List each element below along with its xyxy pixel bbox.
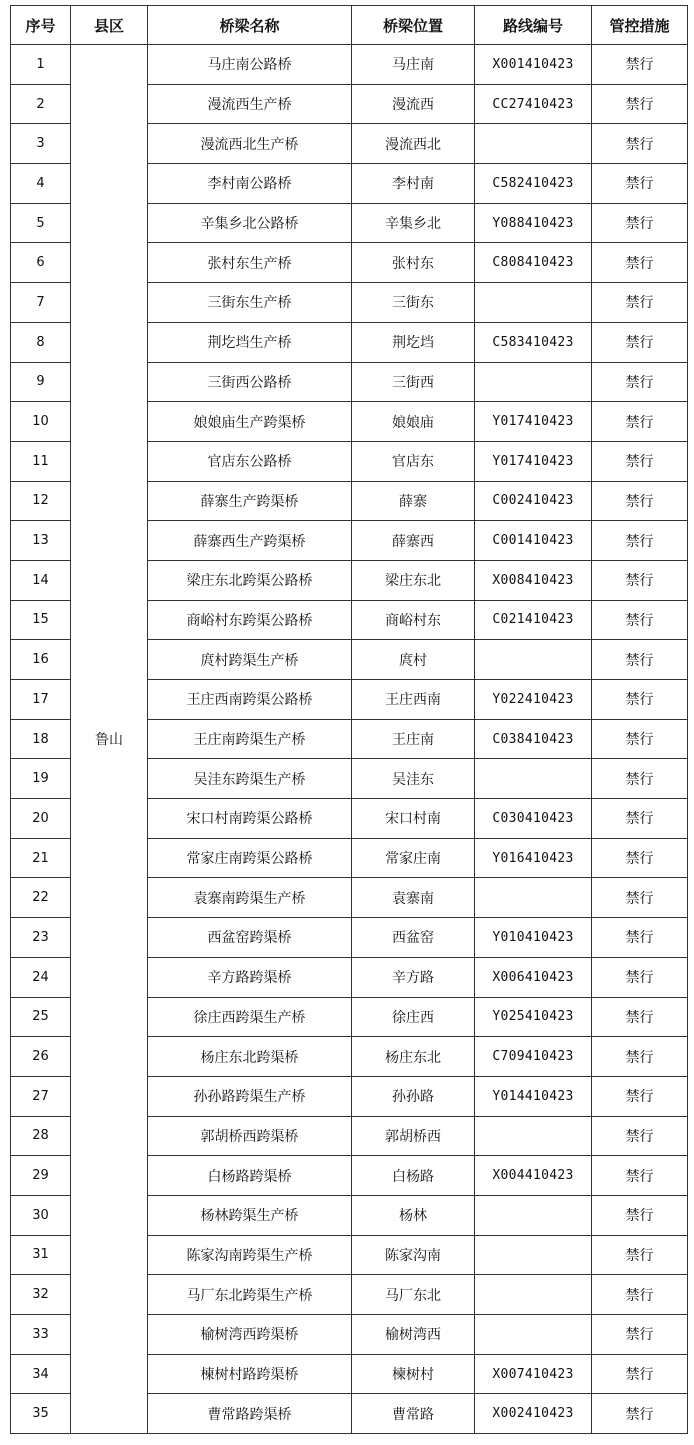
cell-bridge-name: 梁庄东北跨渠公路桥 <box>148 560 352 600</box>
cell-control-measure: 禁行 <box>592 957 688 997</box>
cell-bridge-location: 陈家沟南 <box>352 1235 475 1275</box>
cell-route-code: Y017410423 <box>475 441 592 481</box>
cell-route-code: X006410423 <box>475 957 592 997</box>
cell-bridge-location: 王庄西南 <box>352 680 475 720</box>
cell-route-code: Y016410423 <box>475 838 592 878</box>
cell-seq: 17 <box>11 680 71 720</box>
cell-seq: 33 <box>11 1315 71 1355</box>
cell-seq: 29 <box>11 1156 71 1196</box>
cell-bridge-name: 薛寨生产跨渠桥 <box>148 481 352 521</box>
cell-bridge-location: 楝树村 <box>352 1354 475 1394</box>
cell-control-measure: 禁行 <box>592 799 688 839</box>
cell-bridge-name: 三街东生产桥 <box>148 283 352 323</box>
cell-route-code: Y017410423 <box>475 402 592 442</box>
header-bridge-location: 桥梁位置 <box>352 6 475 45</box>
header-county: 县区 <box>71 6 148 45</box>
cell-control-measure: 禁行 <box>592 481 688 521</box>
cell-bridge-location: 吴洼东 <box>352 759 475 799</box>
cell-control-measure: 禁行 <box>592 1354 688 1394</box>
cell-route-code <box>475 1235 592 1275</box>
cell-seq: 13 <box>11 521 71 561</box>
cell-bridge-location: 荆圪垱 <box>352 322 475 362</box>
cell-seq: 30 <box>11 1195 71 1235</box>
cell-route-code: C583410423 <box>475 322 592 362</box>
cell-seq: 8 <box>11 322 71 362</box>
cell-seq: 4 <box>11 164 71 204</box>
cell-bridge-location: 宋口村南 <box>352 799 475 839</box>
cell-bridge-name: 郭胡桥西跨渠桥 <box>148 1116 352 1156</box>
cell-route-code <box>475 1315 592 1355</box>
bridge-control-table-container <box>10 5 688 1434</box>
cell-seq: 10 <box>11 402 71 442</box>
cell-bridge-name: 白杨路跨渠桥 <box>148 1156 352 1196</box>
cell-control-measure: 禁行 <box>592 878 688 918</box>
cell-route-code: Y088410423 <box>475 203 592 243</box>
cell-bridge-location: 王庄南 <box>352 719 475 759</box>
cell-control-measure: 禁行 <box>592 1076 688 1116</box>
cell-control-measure: 禁行 <box>592 124 688 164</box>
cell-route-code <box>475 283 592 323</box>
cell-control-measure: 禁行 <box>592 1315 688 1355</box>
cell-route-code: Y022410423 <box>475 680 592 720</box>
cell-bridge-name: 曹常路跨渠桥 <box>148 1394 352 1434</box>
cell-route-code: C001410423 <box>475 521 592 561</box>
cell-route-code: C709410423 <box>475 1037 592 1077</box>
cell-seq: 35 <box>11 1394 71 1434</box>
cell-control-measure: 禁行 <box>592 997 688 1037</box>
cell-bridge-name: 马庄南公路桥 <box>148 45 352 85</box>
cell-route-code: X002410423 <box>475 1394 592 1434</box>
cell-bridge-name: 官店东公路桥 <box>148 441 352 481</box>
cell-bridge-name: 庹村跨渠生产桥 <box>148 640 352 680</box>
cell-bridge-location: 辛集乡北 <box>352 203 475 243</box>
cell-seq: 22 <box>11 878 71 918</box>
cell-control-measure: 禁行 <box>592 164 688 204</box>
cell-bridge-location: 薛寨西 <box>352 521 475 561</box>
cell-control-measure: 禁行 <box>592 838 688 878</box>
cell-route-code: C002410423 <box>475 481 592 521</box>
cell-bridge-location: 袁寨南 <box>352 878 475 918</box>
cell-route-code <box>475 1116 592 1156</box>
cell-bridge-name: 薛寨西生产跨渠桥 <box>148 521 352 561</box>
cell-bridge-name: 孙孙路跨渠生产桥 <box>148 1076 352 1116</box>
cell-seq: 24 <box>11 957 71 997</box>
cell-seq: 18 <box>11 719 71 759</box>
cell-bridge-location: 薛寨 <box>352 481 475 521</box>
cell-control-measure: 禁行 <box>592 1235 688 1275</box>
cell-route-code: Y025410423 <box>475 997 592 1037</box>
cell-bridge-name: 吴洼东跨渠生产桥 <box>148 759 352 799</box>
cell-route-code: X004410423 <box>475 1156 592 1196</box>
cell-control-measure: 禁行 <box>592 84 688 124</box>
cell-bridge-name: 娘娘庙生产跨渠桥 <box>148 402 352 442</box>
cell-seq: 26 <box>11 1037 71 1077</box>
cell-bridge-name: 陈家沟南跨渠生产桥 <box>148 1235 352 1275</box>
cell-seq: 12 <box>11 481 71 521</box>
cell-seq: 11 <box>11 441 71 481</box>
cell-bridge-name: 李村南公路桥 <box>148 164 352 204</box>
cell-control-measure: 禁行 <box>592 719 688 759</box>
cell-bridge-name: 王庄西南跨渠公路桥 <box>148 680 352 720</box>
cell-seq: 21 <box>11 838 71 878</box>
cell-route-code: C030410423 <box>475 799 592 839</box>
cell-seq: 28 <box>11 1116 71 1156</box>
cell-route-code <box>475 362 592 402</box>
cell-seq: 34 <box>11 1354 71 1394</box>
cell-bridge-location: 辛方路 <box>352 957 475 997</box>
cell-bridge-name: 杨庄东北跨渠桥 <box>148 1037 352 1077</box>
header-row <box>11 6 688 45</box>
cell-bridge-name: 辛方路跨渠桥 <box>148 957 352 997</box>
cell-control-measure: 禁行 <box>592 322 688 362</box>
cell-seq: 19 <box>11 759 71 799</box>
cell-bridge-name: 马厂东北跨渠生产桥 <box>148 1275 352 1315</box>
cell-bridge-location: 三街西 <box>352 362 475 402</box>
cell-bridge-name: 西盆窑跨渠桥 <box>148 918 352 958</box>
cell-bridge-name: 辛集乡北公路桥 <box>148 203 352 243</box>
table-row <box>11 45 688 85</box>
cell-control-measure: 禁行 <box>592 1195 688 1235</box>
cell-route-code: C038410423 <box>475 719 592 759</box>
cell-seq: 27 <box>11 1076 71 1116</box>
cell-control-measure: 禁行 <box>592 402 688 442</box>
cell-route-code: Y014410423 <box>475 1076 592 1116</box>
cell-seq: 5 <box>11 203 71 243</box>
cell-seq: 14 <box>11 560 71 600</box>
cell-bridge-location: 三街东 <box>352 283 475 323</box>
cell-control-measure: 禁行 <box>592 759 688 799</box>
cell-route-code: C582410423 <box>475 164 592 204</box>
table-header <box>11 6 688 45</box>
cell-bridge-name: 杨林跨渠生产桥 <box>148 1195 352 1235</box>
cell-control-measure: 禁行 <box>592 203 688 243</box>
cell-bridge-name: 三街西公路桥 <box>148 362 352 402</box>
cell-route-code <box>475 878 592 918</box>
cell-control-measure: 禁行 <box>592 362 688 402</box>
cell-seq: 15 <box>11 600 71 640</box>
cell-bridge-name: 徐庄西跨渠生产桥 <box>148 997 352 1037</box>
header-route-code: 路线编号 <box>475 6 592 45</box>
cell-bridge-location: 庹村 <box>352 640 475 680</box>
cell-bridge-location: 榆树湾西 <box>352 1315 475 1355</box>
cell-route-code <box>475 1275 592 1315</box>
cell-control-measure: 禁行 <box>592 640 688 680</box>
cell-bridge-location: 西盆窑 <box>352 918 475 958</box>
cell-seq: 31 <box>11 1235 71 1275</box>
cell-bridge-name: 常家庄南跨渠公路桥 <box>148 838 352 878</box>
cell-bridge-name: 袁寨南跨渠生产桥 <box>148 878 352 918</box>
cell-bridge-location: 梁庄东北 <box>352 560 475 600</box>
table-body <box>11 45 688 1434</box>
cell-control-measure: 禁行 <box>592 1156 688 1196</box>
cell-control-measure: 禁行 <box>592 45 688 85</box>
header-bridge-name: 桥梁名称 <box>148 6 352 45</box>
bridge-control-table <box>10 5 688 1434</box>
header-control-measure: 管控措施 <box>592 6 688 45</box>
cell-bridge-name: 宋口村南跨渠公路桥 <box>148 799 352 839</box>
cell-seq: 25 <box>11 997 71 1037</box>
cell-seq: 32 <box>11 1275 71 1315</box>
cell-control-measure: 禁行 <box>592 1037 688 1077</box>
cell-bridge-location: 常家庄南 <box>352 838 475 878</box>
cell-route-code: X001410423 <box>475 45 592 85</box>
cell-bridge-location: 李村南 <box>352 164 475 204</box>
cell-seq: 23 <box>11 918 71 958</box>
cell-bridge-location: 曹常路 <box>352 1394 475 1434</box>
cell-route-code: X008410423 <box>475 560 592 600</box>
cell-bridge-location: 孙孙路 <box>352 1076 475 1116</box>
cell-route-code: C808410423 <box>475 243 592 283</box>
cell-bridge-location: 马厂东北 <box>352 1275 475 1315</box>
header-seq: 序号 <box>11 6 71 45</box>
cell-route-code: X007410423 <box>475 1354 592 1394</box>
cell-control-measure: 禁行 <box>592 600 688 640</box>
cell-bridge-name: 漫流西生产桥 <box>148 84 352 124</box>
cell-route-code <box>475 1195 592 1235</box>
cell-route-code: Y010410423 <box>475 918 592 958</box>
cell-seq: 1 <box>11 45 71 85</box>
cell-bridge-name: 张村东生产桥 <box>148 243 352 283</box>
cell-bridge-location: 娘娘庙 <box>352 402 475 442</box>
cell-control-measure: 禁行 <box>592 1394 688 1434</box>
cell-bridge-name: 荆圪垱生产桥 <box>148 322 352 362</box>
cell-bridge-name: 王庄南跨渠生产桥 <box>148 719 352 759</box>
cell-seq: 2 <box>11 84 71 124</box>
cell-control-measure: 禁行 <box>592 918 688 958</box>
cell-control-measure: 禁行 <box>592 1116 688 1156</box>
cell-control-measure: 禁行 <box>592 680 688 720</box>
cell-bridge-location: 张村东 <box>352 243 475 283</box>
cell-control-measure: 禁行 <box>592 441 688 481</box>
cell-bridge-location: 漫流西 <box>352 84 475 124</box>
cell-route-code <box>475 759 592 799</box>
cell-county: 鲁山 <box>71 45 148 1434</box>
cell-bridge-name: 商峪村东跨渠公路桥 <box>148 600 352 640</box>
cell-bridge-location: 漫流西北 <box>352 124 475 164</box>
cell-route-code: C021410423 <box>475 600 592 640</box>
cell-control-measure: 禁行 <box>592 243 688 283</box>
cell-bridge-location: 官店东 <box>352 441 475 481</box>
cell-bridge-name: 榆树湾西跨渠桥 <box>148 1315 352 1355</box>
cell-bridge-name: 楝树村路跨渠桥 <box>148 1354 352 1394</box>
cell-control-measure: 禁行 <box>592 1275 688 1315</box>
cell-seq: 20 <box>11 799 71 839</box>
cell-bridge-location: 杨庄东北 <box>352 1037 475 1077</box>
cell-bridge-location: 杨林 <box>352 1195 475 1235</box>
cell-bridge-location: 徐庄西 <box>352 997 475 1037</box>
cell-seq: 7 <box>11 283 71 323</box>
cell-control-measure: 禁行 <box>592 560 688 600</box>
cell-control-measure: 禁行 <box>592 521 688 561</box>
cell-bridge-location: 白杨路 <box>352 1156 475 1196</box>
cell-seq: 9 <box>11 362 71 402</box>
cell-route-code <box>475 640 592 680</box>
cell-control-measure: 禁行 <box>592 283 688 323</box>
cell-seq: 3 <box>11 124 71 164</box>
cell-seq: 6 <box>11 243 71 283</box>
cell-route-code <box>475 124 592 164</box>
cell-bridge-location: 马庄南 <box>352 45 475 85</box>
cell-seq: 16 <box>11 640 71 680</box>
cell-bridge-name: 漫流西北生产桥 <box>148 124 352 164</box>
cell-bridge-location: 商峪村东 <box>352 600 475 640</box>
cell-route-code: CC27410423 <box>475 84 592 124</box>
cell-bridge-location: 郭胡桥西 <box>352 1116 475 1156</box>
